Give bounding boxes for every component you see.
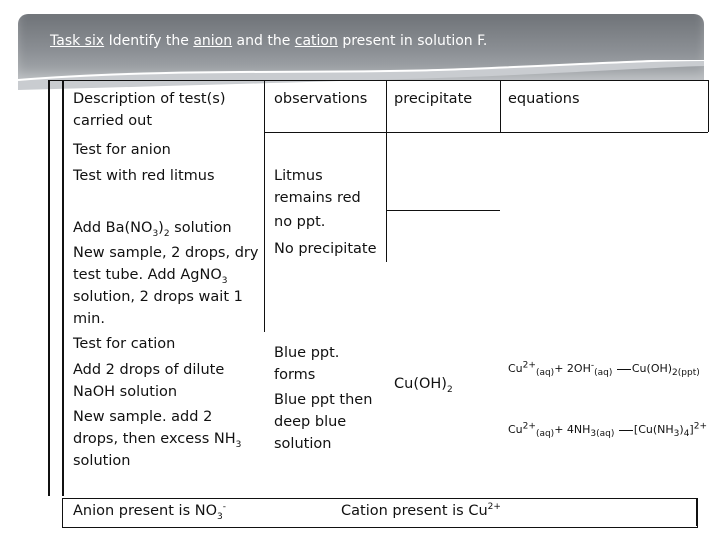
conclusion-box [62,498,698,528]
ammonia-test [73,406,258,472]
silver-nitrate-observation: No precipitate [274,241,377,257]
header-observations: observations [274,91,368,107]
eq2-product-end: ) [679,423,684,436]
eq1-plus: + 2OH [554,362,591,375]
header-precipitate: precipitate [394,91,473,107]
litmus-observation: Litmus remains red [274,168,361,206]
title-anion: anion [193,33,233,49]
eq2-nh-sub: 3(aq) [590,429,615,440]
naoh-test [73,359,258,403]
column-divider-3 [500,80,501,132]
agno3-text-a: New sample, 2 drops, dry test tube. Add Ag [73,245,259,283]
eq2-product-close: ] [689,423,694,436]
eq2-product: [Cu(NH [633,423,674,436]
nh3-text-c: solution [73,453,131,469]
eq1-oh-sub: (aq) [594,368,613,379]
agno3-sub: 3 [221,275,228,286]
ppt-formula-sub: 2 [446,384,453,395]
agno3-text-c: solution, 2 drops wait 1 min. [73,289,243,327]
title-text-3: present in solution F. [337,33,488,49]
nh3-sub: 3 [235,439,242,450]
eq2-product-sub2: 4 [683,429,690,440]
naoh-text-c: OH solution [92,384,178,400]
title-task-label: Task six [50,33,105,49]
table-left-bar-lower [48,332,64,496]
ammonia-observation: Blue ppt then deep blue solution [274,392,373,452]
header-bottom-border [264,132,708,133]
anion-test-heading: Test for anion [73,142,171,158]
naoh-observation: Blue ppt. forms [274,345,340,383]
naoh-precipitate [394,373,453,395]
eq1-arrow [617,369,631,370]
eq1-cu-sup: 2+ [522,360,536,371]
litmus-row-border [386,210,500,211]
title-text-1: Identify the [104,33,194,49]
bano3-text: Add Ba(NO [73,220,153,236]
page-title [50,33,487,49]
header-equations: equations [508,91,580,107]
eq1-product: Cu(OH) [631,362,673,375]
eq2-product-sup: 2+ [693,421,707,432]
silver-nitrate-test [73,242,261,330]
cation-conclusion [341,503,501,519]
eq1-oh-sup: - [590,360,595,371]
banner-curve [18,60,704,90]
agno3-text-b: NO [199,267,222,283]
naoh-text-b: Na [73,384,93,400]
column-divider-2 [386,80,387,262]
cation-conclusion-text: Cation present is Cu [341,503,488,519]
cation-conclusion-sup: 2+ [487,502,501,513]
conclusion-right-bar [696,498,698,526]
equation-1 [508,360,700,379]
header-description: Description of test(s) carried out [73,91,226,129]
barium-nitrate-observation: no ppt. [274,214,326,230]
table-right-border [708,80,709,132]
table-top-border [48,80,708,81]
anion-conclusion-sup: - [222,502,226,513]
eq2-arrow [619,430,633,431]
naoh-text-a: Add 2 drops of dilute [73,362,225,378]
eq2-product-sub: 3 [673,429,680,440]
title-text-2: and the [232,33,295,49]
eq2-cu: Cu [508,423,523,436]
eq1-product-sub: 2(ppt) [672,368,700,379]
title-cation: cation [294,33,338,49]
bano3-bracket: ) [158,220,164,236]
table-left-bar [48,80,64,332]
bano3-end: solution [169,220,232,236]
eq2-cu-sub: (aq) [535,429,555,440]
anion-conclusion-sub: 3 [217,511,223,522]
eq2-cu-sup: 2+ [522,421,536,432]
nh3-text-a: New sample. add 2 drops, then excess NH [73,409,236,447]
cation-test-heading: Test for cation [73,336,176,352]
column-divider-1 [264,80,265,332]
equation-2 [508,421,707,440]
barium-nitrate-test [73,217,232,239]
bano3-sub2: 2 [163,228,170,239]
eq1-cu: Cu [508,362,523,375]
eq2-plus: + 4NH [554,423,591,436]
eq1-cu-sub: (aq) [535,368,555,379]
litmus-test: Test with red litmus [73,168,215,184]
bano3-sub: 3 [152,228,159,239]
anion-conclusion-text: Anion present is NO [73,503,217,519]
anion-conclusion [73,502,226,522]
ppt-formula: Cu(OH) [394,376,447,392]
